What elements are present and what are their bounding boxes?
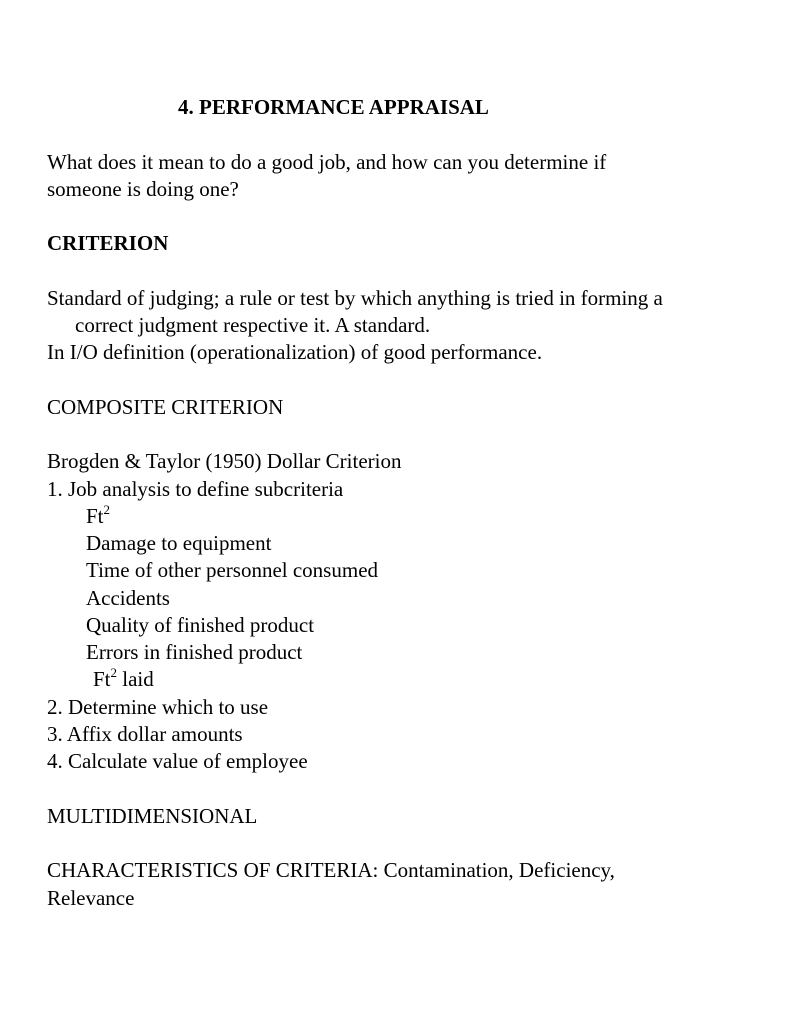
step-2: 2. Determine which to use (47, 695, 269, 719)
step-4: 4. Calculate value of employee (47, 749, 308, 773)
subcriterion-quality: Quality of finished product (86, 613, 315, 637)
ft2-laid-base: Ft (93, 667, 111, 691)
characteristics-line-1: CHARACTERISTICS OF CRITERIA: Contamination, Deficiency, (47, 858, 615, 882)
subcriterion-time: Time of other personnel consumed (86, 558, 379, 582)
criterion-definition-line-2: correct judgment respective it. A standard. (75, 313, 431, 337)
ft2-laid-rest: laid (117, 667, 154, 691)
page-title: 4. PERFORMANCE APPRAISAL (178, 95, 489, 119)
ft2-laid-exponent: 2 (110, 665, 118, 680)
characteristics-line-2: Relevance (47, 886, 135, 910)
ft2-base: Ft (86, 504, 104, 528)
multidimensional-heading: MULTIDIMENSIONAL (47, 804, 258, 828)
subcriterion-errors: Errors in finished product (86, 640, 303, 664)
composite-criterion-heading: COMPOSITE CRITERION (47, 395, 284, 419)
subcriterion-ft2-laid (93, 666, 154, 693)
criterion-definition-line-3: In I/O definition (operationalization) of good performance. (47, 340, 543, 364)
step-3: 3. Affix dollar amounts (47, 722, 243, 746)
intro-line-1: What does it mean to do a good job, and how can you determine if (47, 150, 607, 174)
subcriterion-accidents: Accidents (86, 586, 170, 610)
subcriterion-ft2 (86, 503, 110, 530)
intro-line-2: someone is doing one? (47, 177, 239, 201)
ft2-exponent: 2 (103, 502, 111, 517)
subcriterion-damage: Damage to equipment (86, 531, 272, 555)
step-1: 1. Job analysis to define subcriteria (47, 477, 344, 501)
criterion-definition-line-1: Standard of judging; a rule or test by which anything is tried in forming a (47, 286, 663, 310)
brogden-taylor-heading: Brogden & Taylor (1950) Dollar Criterion (47, 449, 402, 473)
criterion-heading: CRITERION (47, 231, 169, 255)
